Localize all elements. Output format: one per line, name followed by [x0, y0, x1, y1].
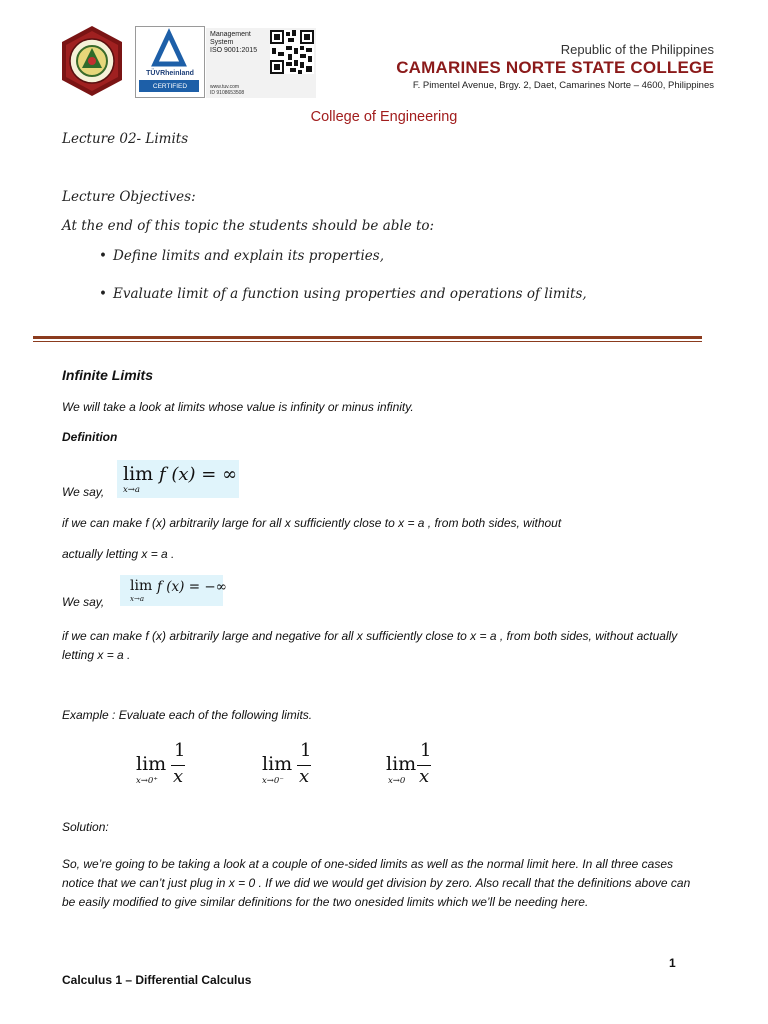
example-prompt: Example : Evaluate each of the following limits.	[62, 708, 313, 722]
college-name: CAMARINES NORTE STATE COLLEGE	[396, 58, 714, 77]
objectives-heading: Lecture Objectives:	[62, 189, 196, 205]
qr-code-icon	[270, 30, 314, 74]
we-say-label: We say,	[62, 595, 105, 609]
limit-equation-infinity: lim x→a f (x) = ∞	[117, 460, 239, 498]
department-title: College of Engineering	[310, 109, 458, 125]
page-number: 1	[669, 956, 676, 970]
definition-text-2: if we can make f (x) arbitrarily large and negative for all x sufficiently close to x = a , from both sides, without actually letting x = a .	[62, 629, 678, 662]
we-say-label: We say,	[62, 485, 105, 499]
management-system-text: Management System ISO 9001:2015	[210, 31, 258, 54]
section-divider-thin	[33, 341, 702, 342]
tuv-brand: TÜVRheinland	[146, 70, 194, 77]
section-heading: Infinite Limits	[62, 367, 153, 383]
tuv-certified: CERTIFIED	[152, 83, 188, 90]
definition-text-1: if we can make f (x) arbitrarily large for all x sufficiently close to x = a , from both sides, without	[62, 516, 562, 530]
solution-label: Solution:	[62, 820, 109, 834]
definition-text-1-cont: actually letting x = a .	[62, 547, 175, 561]
definition-label: Definition	[62, 430, 118, 444]
solution-paragraph: So, we’re going to be taking a look at a couple of one-sided limits as well as the normal limit here. In all three cases notice that we can’t just plug in x = 0 . If we did we would get division by zero. Also recall that the definitions above can be easily modified to give similar definitions for the two onesided limits which we’ll be needing here.	[62, 857, 691, 909]
objectives-intro: At the end of this topic the students should be able to:	[62, 218, 435, 234]
limit-equation-neg-infinity: lim x→a f (x) = −∞	[120, 575, 223, 606]
limit-right-sided: lim x→0⁺ 1 x	[136, 740, 186, 787]
objective-bullet: • Define limits and explain its properties,	[99, 248, 385, 264]
tuv-url-id: www.tuv.com ID 9108653508	[210, 84, 245, 96]
limit-two-sided: lim x→0 1 x	[386, 740, 432, 787]
section-divider	[33, 336, 702, 339]
republic-line: Republic of the Philippines	[560, 42, 714, 57]
limit-left-sided: lim x→0⁻ 1 x	[262, 740, 312, 787]
college-address: F. Pimentel Avenue, Brgy. 2, Daet, Camarines Norte – 4600, Philippines	[412, 80, 714, 91]
footer-course: Calculus 1 – Differential Calculus	[62, 973, 252, 987]
intro-text: We will take a look at limits whose value is infinity or minus infinity.	[62, 400, 414, 414]
college-seal-logo	[58, 24, 126, 98]
objective-bullet: • Evaluate limit of a function using properties and operations of limits,	[99, 286, 587, 302]
lecture-title: Lecture 02- Limits	[62, 131, 189, 147]
